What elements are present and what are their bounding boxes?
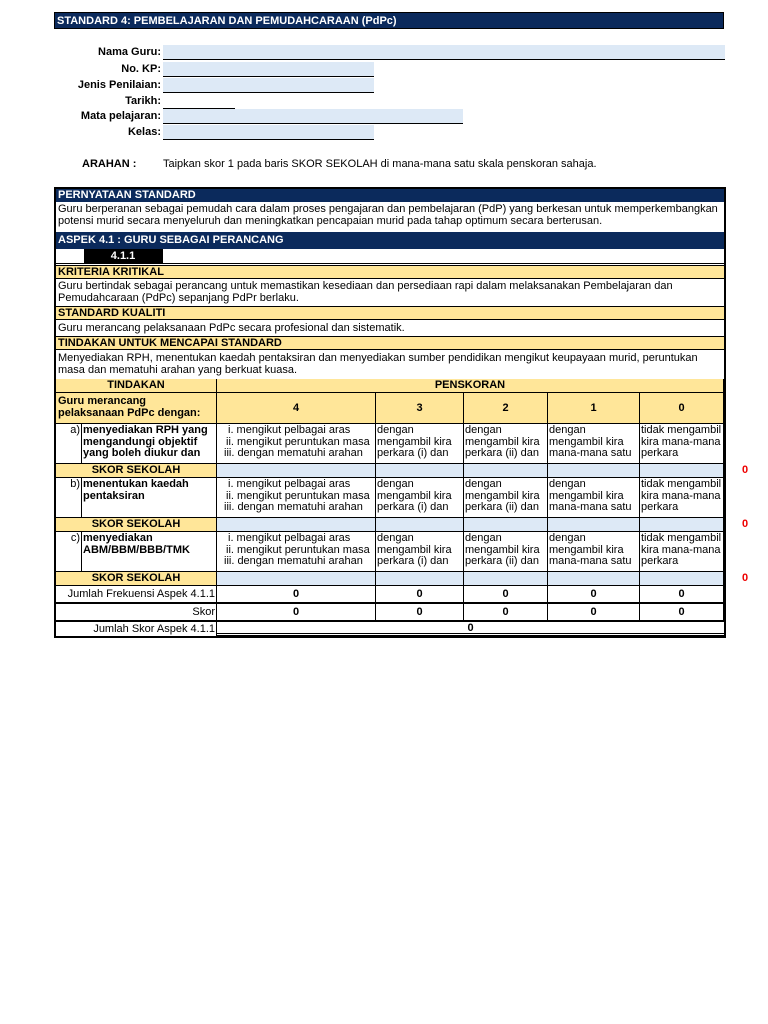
criteria-ii: ii. mengikut peruntukan masa [226, 489, 370, 502]
arahan-text: Taipkan skor 1 pada baris SKOR SEKOLAH di mana-mana satu skala penskoran sahaja. [163, 158, 597, 170]
jenis-label: Jenis Penilaian: [77, 79, 161, 91]
item-c-criteria [217, 532, 376, 572]
criteria-ii: ii. mengikut peruntukan masa [226, 435, 370, 448]
criteria-i: i. mengikut pelbagai aras [228, 532, 351, 544]
score-1-header: 1 [548, 393, 640, 424]
mata-label: Mata pelajaran: [80, 110, 161, 122]
skor-val-4: 0 [217, 604, 376, 622]
item-c-desc-0: tidak mengambil kira mana-mana perkara [640, 532, 724, 572]
tindakan-header: TINDAKAN [56, 379, 217, 393]
skor-b-0[interactable] [640, 518, 724, 532]
penskoran-header: PENSKORAN [217, 379, 724, 393]
skor-val-0: 0 [640, 604, 724, 622]
item-b-letter: b) [56, 478, 82, 518]
item-c-letter: c) [56, 532, 82, 572]
item-c-desc-1: dengan mengambil kira mana-mana satu [548, 532, 640, 572]
aspek-header: ASPEK 4.1 : GURU SEBAGAI PERANCANG [56, 232, 724, 249]
skor-a-1[interactable] [548, 464, 640, 478]
jumlah-frek-label: Jumlah Frekuensi Aspek 4.1.1 [56, 586, 217, 604]
item-b-desc-2: dengan mengambil kira perkara (ii) dan [464, 478, 548, 518]
skor-sekolah-b-label: SKOR SEKOLAH [56, 518, 217, 532]
skor-b-2[interactable] [464, 518, 548, 532]
kriteria-header: KRITERIA KRITIKAL [56, 265, 724, 279]
pernyataan-text: Guru berperanan sebagai pemudah cara dalam proses pengajaran dan pembelajaran (PdP) yang berkesan untuk memperkembangkan potensi murid secara menyeluruh dan meningkatkan pencapaian murid pada tahap optimum secara berterusan. [58, 203, 718, 227]
skor-c-result: 0 [742, 572, 749, 584]
skor-label: Skor [56, 604, 217, 622]
skor-b-result: 0 [742, 518, 749, 530]
skor-val-1: 0 [548, 604, 640, 622]
skor-c-0[interactable] [640, 572, 724, 586]
page-title: STANDARD 4: PEMBELAJARAN DAN PEMUDAHCARAAN (PdPc) [54, 12, 724, 29]
item-a-desc-3: dengan mengambil kira perkara (i) dan [376, 424, 464, 464]
kualiti-header: STANDARD KUALITI [56, 306, 724, 320]
skor-c-2[interactable] [464, 572, 548, 586]
jumlah-skor-label: Jumlah Skor Aspek 4.1.1 [56, 622, 217, 636]
aspek-code: 4.1.1 [84, 249, 162, 264]
item-c-label: menyediakan ABM/BBM/BBB/TMK [82, 532, 217, 572]
pernyataan-header: PERNYATAAN STANDARD [56, 189, 724, 202]
item-a-criteria [217, 424, 376, 464]
skor-b-1[interactable] [548, 518, 640, 532]
frek-2: 0 [464, 586, 548, 604]
kualiti-text: Guru merancang pelaksanaan PdPc secara profesional dan sistematik. [58, 322, 405, 334]
tindakan-std-header: TINDAKAN UNTUK MENCAPAI STANDARD [56, 336, 724, 350]
skor-sekolah-a-label: SKOR SEKOLAH [56, 464, 217, 478]
score-3-header: 3 [376, 393, 464, 424]
criteria-iii: iii. dengan mematuhi arahan [224, 447, 363, 459]
skor-a-4[interactable] [217, 464, 376, 478]
standard-table [54, 187, 726, 638]
item-a-letter: a) [56, 424, 82, 464]
item-c-desc-2: dengan mengambil kira perkara (ii) dan [464, 532, 548, 572]
skor-val-2: 0 [464, 604, 548, 622]
skor-c-1[interactable] [548, 572, 640, 586]
criteria-i: i. mengikut pelbagai aras [228, 478, 351, 490]
nama-guru-label: Nama Guru: [98, 46, 161, 58]
kelas-label: Kelas: [127, 126, 161, 138]
skor-c-4[interactable] [217, 572, 376, 586]
item-b-desc-1: dengan mengambil kira mana-mana satu [548, 478, 640, 518]
arahan-label: ARAHAN : [82, 158, 137, 170]
no-kp-label: No. KP: [121, 63, 161, 75]
frek-4: 0 [217, 586, 376, 604]
item-a-desc-0: tidak mengambil kira mana-mana perkara [640, 424, 724, 464]
skor-a-0[interactable] [640, 464, 724, 478]
mata-field[interactable] [163, 109, 463, 124]
skor-a-3[interactable] [376, 464, 464, 478]
no-kp-field[interactable] [163, 62, 374, 77]
score-4-header: 4 [217, 393, 376, 424]
frek-3: 0 [376, 586, 464, 604]
criteria-iii: iii. dengan mematuhi arahan [224, 501, 363, 513]
kriteria-text: Guru bertindak sebagai perancang untuk memastikan kesediaan dan persediaan rapi dalam melaksanakan Pembelajaran dan Pemudahcaraan (PdPc) sepanjang PdPr berlaku. [58, 280, 673, 304]
intro-cell: Guru merancang pelaksanaan PdPc dengan: [56, 393, 217, 424]
score-0-header: 0 [640, 393, 724, 424]
skor-a-2[interactable] [464, 464, 548, 478]
tarikh-label: Tarikh: [125, 95, 161, 107]
item-b-criteria [217, 478, 376, 518]
score-2-header: 2 [464, 393, 548, 424]
tarikh-field[interactable] [163, 94, 235, 109]
item-b-desc-0: tidak mengambil kira mana-mana perkara [640, 478, 724, 518]
item-a-desc-1: dengan mengambil kira mana-mana satu [548, 424, 640, 464]
criteria-ii: ii. mengikut peruntukan masa [226, 543, 370, 556]
item-a-label: menyediakan RPH yang mengandungi objektif yang boleh diukur dan [82, 424, 217, 464]
skor-a-result: 0 [742, 464, 749, 476]
item-a-desc-2: dengan mengambil kira perkara (ii) dan [464, 424, 548, 464]
item-b-label: menentukan kaedah pentaksiran [82, 478, 217, 518]
criteria-iii: iii. dengan mematuhi arahan [224, 555, 363, 567]
frek-1: 0 [548, 586, 640, 604]
jumlah-skor-value: 0 [217, 622, 724, 636]
skor-b-3[interactable] [376, 518, 464, 532]
jenis-field[interactable] [163, 78, 374, 93]
kelas-field[interactable] [163, 125, 374, 140]
tindakan-std-text: Menyediakan RPH, menentukan kaedah pentaksiran dan menyediakan sumber pendidikan mengikut keupayaan murid, peruntukan masa dan mematuhi arahan yang berkuat kuasa. [58, 352, 698, 376]
frek-0: 0 [640, 586, 724, 604]
skor-val-3: 0 [376, 604, 464, 622]
skor-sekolah-c-label: SKOR SEKOLAH [56, 572, 217, 586]
item-b-desc-3: dengan mengambil kira perkara (i) dan [376, 478, 464, 518]
nama-guru-field[interactable] [163, 45, 725, 60]
skor-c-3[interactable] [376, 572, 464, 586]
criteria-i: i. mengikut pelbagai aras [228, 424, 351, 436]
item-c-desc-3: dengan mengambil kira perkara (i) dan [376, 532, 464, 572]
skor-b-4[interactable] [217, 518, 376, 532]
divider [162, 249, 163, 264]
aspek-code-row [56, 249, 724, 264]
